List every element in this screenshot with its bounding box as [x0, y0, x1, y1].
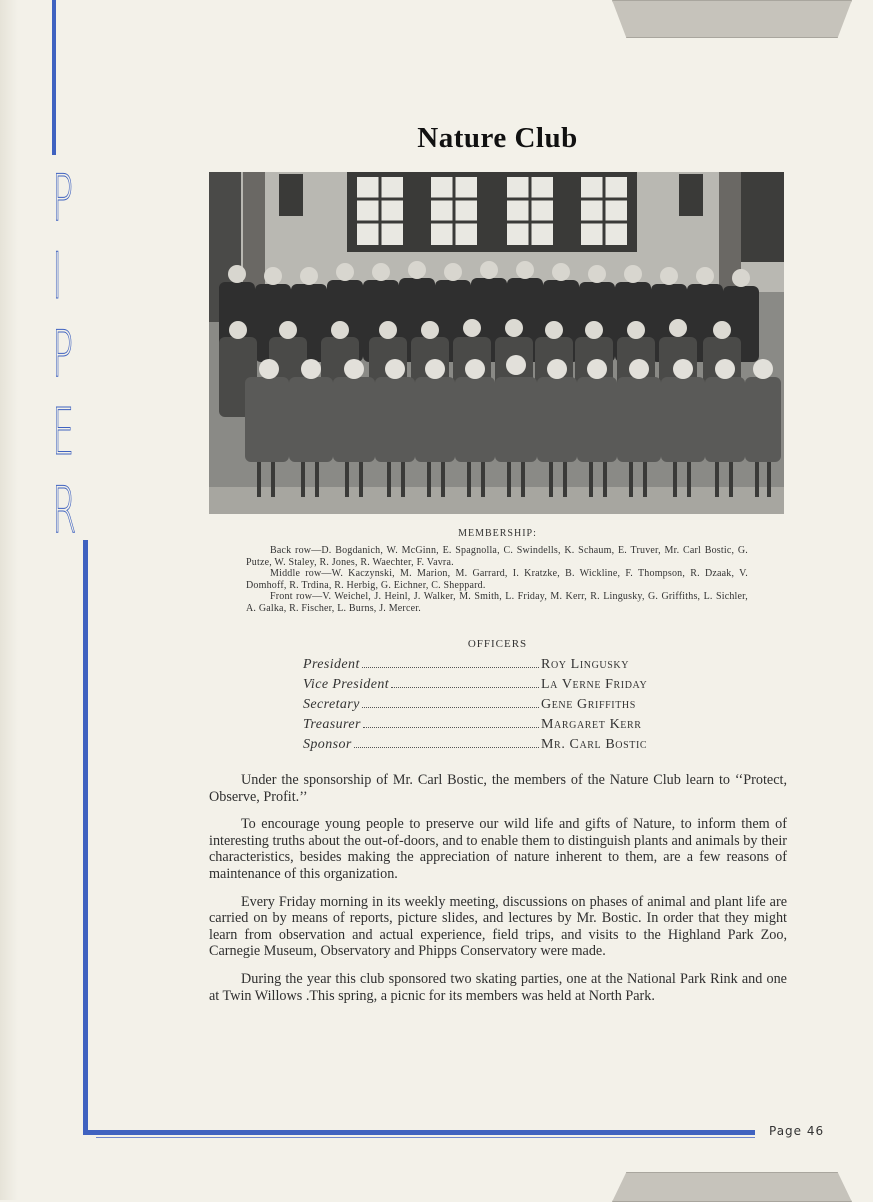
- club-description: [209, 772, 787, 1015]
- officer-name: Roy Lingusky: [541, 657, 630, 672]
- banner-letter: P: [52, 162, 74, 236]
- paragraph: Under the sponsorship of Mr. Carl Bostic, the members of the Nature Club learn to ‘‘Protect, Observe, Profit.’’: [209, 772, 787, 805]
- officers-heading: OFFICERS: [467, 638, 528, 650]
- banner-letter: P: [52, 318, 74, 392]
- page-edge: [0, 0, 18, 1200]
- officer-row-president: [303, 657, 683, 677]
- officer-row-secretary: [303, 697, 683, 717]
- officer-role: Vice President: [303, 677, 390, 692]
- group-photo: [209, 172, 784, 514]
- index-tab-bottom: [612, 1172, 852, 1202]
- officer-name: Mr. Carl Bostic: [541, 737, 648, 752]
- dot-leader: [362, 707, 539, 708]
- officer-row-vice-president: [303, 677, 683, 697]
- page-number: Page 46: [769, 1124, 825, 1138]
- officer-role: Treasurer: [303, 717, 361, 732]
- officer-row-sponsor: [303, 737, 683, 757]
- officer-name: La Verne Friday: [541, 677, 648, 692]
- banner-letter: R: [52, 474, 77, 548]
- footer-rule: [83, 1130, 755, 1135]
- group-photo-image: [209, 172, 784, 514]
- banner-rule-top: [52, 0, 56, 155]
- dot-leader: [391, 687, 539, 688]
- banner-letter: I: [52, 240, 63, 314]
- page-title: Nature Club: [417, 122, 578, 154]
- membership-row-back: Back row—D. Bogdanich, W. McGinn, E. Spagnolla, C. Swindells, K. Schaum, E. Truver, Mr. Carl Bostic, G. Putze, W. Staley, R. Jones, R. Waechter, F. Vavra.: [246, 545, 748, 568]
- dot-leader: [363, 727, 539, 728]
- membership-row-middle: Middle row—W. Kaczynski, M. Marion, M. Garrard, I. Kratzke, B. Wickline, F. Thompson, R. Dzaak, V. Domhoff, R. Trdina, R. Herbig, G. Eichner, C. Sheppard.: [246, 568, 748, 591]
- membership-row-front: Front row—V. Weichel, J. Heinl, J. Walker, M. Smith, L. Friday, M. Kerr, R. Lingusky, G. Griffiths, L. Sichler, A. Galka, R. Fischer, L. Burns, J. Mercer.: [246, 591, 748, 614]
- officer-row-treasurer: [303, 717, 683, 737]
- officer-name: Margaret Kerr: [541, 717, 642, 732]
- officer-role: President: [303, 657, 360, 672]
- banner-letter: E: [52, 396, 75, 470]
- index-tab-top: [612, 0, 852, 38]
- officer-role: Sponsor: [303, 737, 352, 752]
- officers-list: [303, 657, 683, 757]
- membership-heading: MEMBERSHIP:: [458, 528, 537, 539]
- banner-rule-left: [83, 540, 88, 1135]
- side-banner-piper: [52, 160, 112, 550]
- dot-leader: [354, 747, 539, 748]
- membership-rows: [246, 545, 748, 614]
- officer-name: Gene Griffiths: [541, 697, 636, 712]
- officer-role: Secretary: [303, 697, 360, 712]
- paragraph: During the year this club sponsored two skating parties, one at the National Park Rink and one at Twin Willows .This spring, a picnic for its members was held at North Park.: [209, 970, 787, 1004]
- dot-leader: [362, 667, 539, 668]
- footer-rule-thin: [96, 1137, 755, 1138]
- paragraph: Every Friday morning in its weekly meeting, discussions on phases of animal and plant life are carried on by means of reports, picture slides, and lectures by Mr. Bostic. In order that they might learn from observation and actual experience, field trips, and visits to the Highland Park Zoo, Carnegie Museum, Observatory and Phipps Conservatory were made.: [209, 893, 787, 960]
- paragraph: To encourage young people to preserve our wild life and gifts of Nature, to inform them of interesting truths about the out-of-doors, and to enable them to distinguish plants and animals by their characteristics, besides making the appreciation of nature inherent to them, are a few reasons of maintenance of this organization.: [209, 816, 787, 882]
